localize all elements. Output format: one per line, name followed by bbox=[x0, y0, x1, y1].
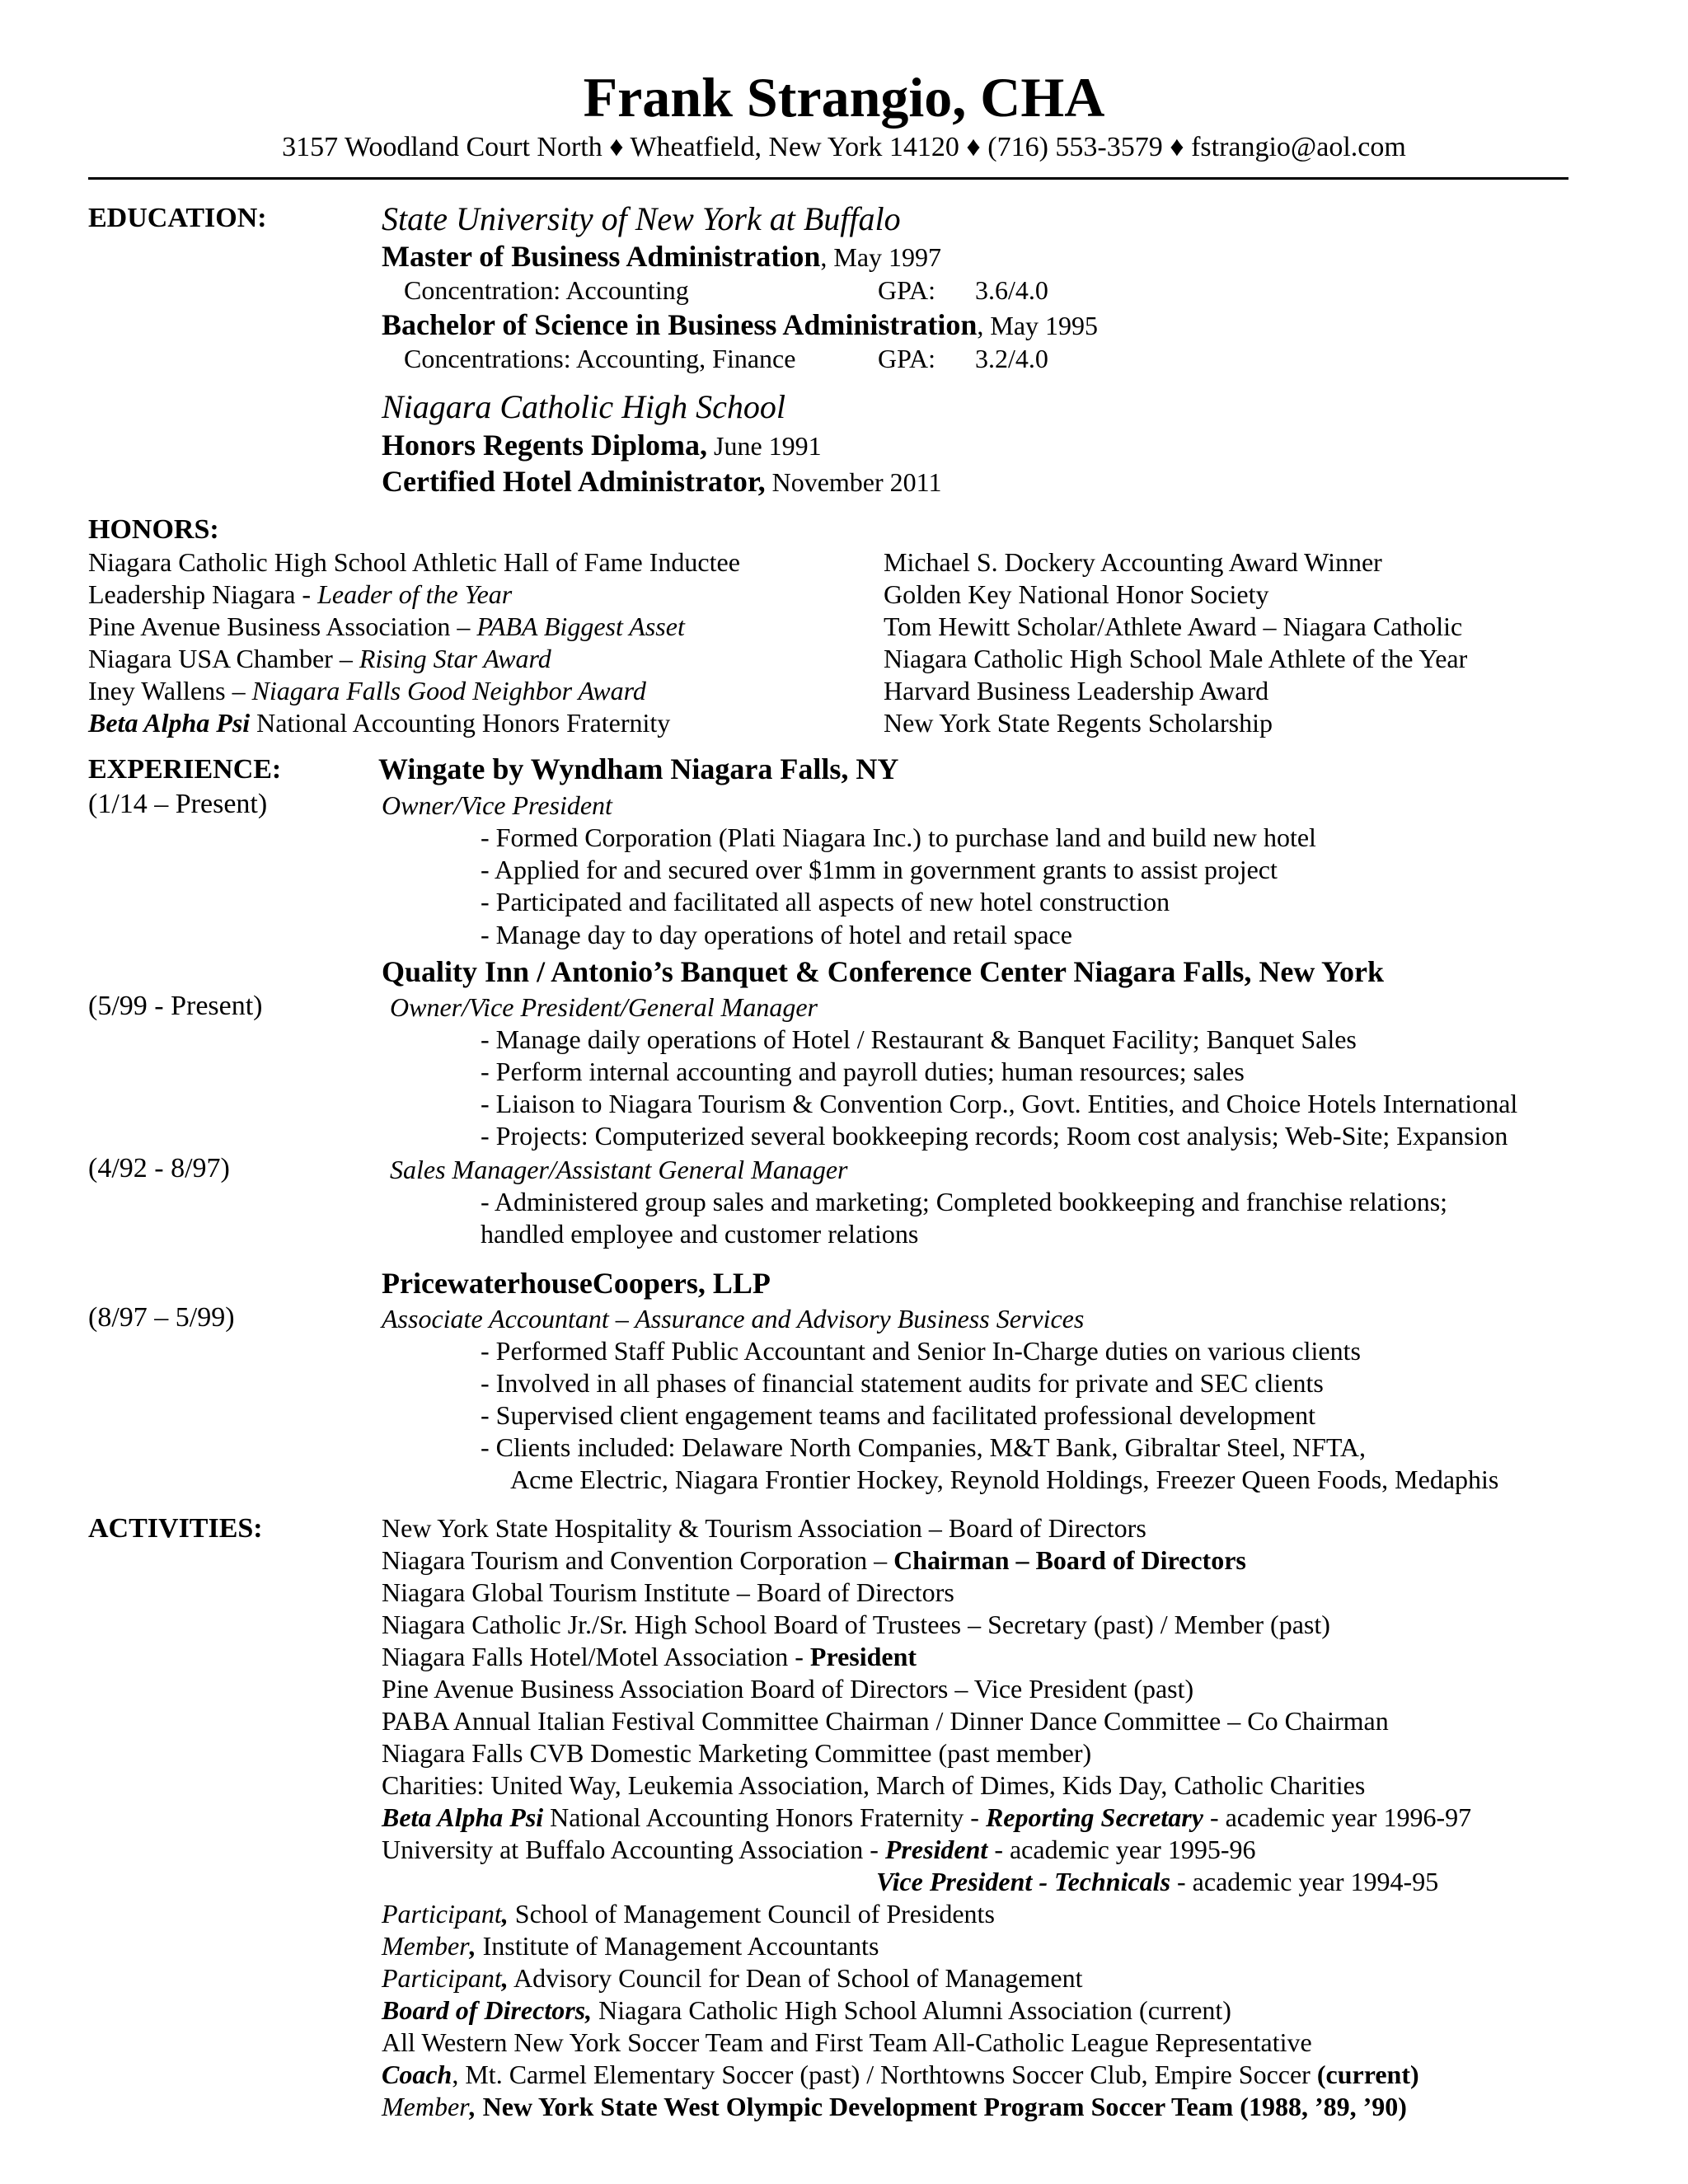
activity-role: Vice President - Technicals bbox=[876, 1867, 1171, 1896]
honor-left-item bbox=[88, 675, 646, 706]
honor-text: National Accounting Honors Fraternity bbox=[250, 708, 671, 738]
honor-org: Beta Alpha Psi bbox=[88, 708, 251, 738]
activities-heading: ACTIVITIES: bbox=[88, 1513, 263, 1544]
honor-right-item: Michael S. Dockery Accounting Award Winner bbox=[884, 547, 1382, 577]
pwc-bullet: - Supervised client engagement teams and facilitated professional development bbox=[481, 1400, 1315, 1430]
activity-item bbox=[382, 1898, 995, 1929]
activity-role: Member bbox=[382, 1931, 470, 1961]
activity-item: Niagara Catholic Jr./Sr. High School Board of Trustees – Secretary (past) / Member (past) bbox=[382, 1610, 1330, 1639]
activity-role: Member bbox=[382, 2092, 470, 2121]
quality-title-1: Owner/Vice President/General Manager bbox=[390, 992, 818, 1022]
mba-gpa: 3.6/4.0 bbox=[975, 275, 1048, 305]
activity-item: Niagara Falls CVB Domestic Marketing Committee (past member) bbox=[382, 1738, 1092, 1768]
bs-gpa: 3.2/4.0 bbox=[975, 344, 1048, 373]
activity-text: University at Buffalo Accounting Association - bbox=[382, 1835, 885, 1864]
contact-line: 3157 Woodland Court North ♦ Wheatfield, New York 14120 ♦ (716) 553-3579 ♦ fstrangio@aol.com bbox=[282, 132, 1406, 162]
activity-punct: , bbox=[469, 1931, 476, 1961]
activity-item: New York State Hospitality & Tourism Association – Board of Directors bbox=[382, 1513, 1146, 1543]
activity-item bbox=[382, 2059, 1419, 2090]
quality-title-2: Sales Manager/Assistant General Manager bbox=[390, 1155, 848, 1184]
bs-date: , May 1995 bbox=[977, 311, 1099, 340]
activity-item bbox=[382, 1834, 1255, 1865]
activity-role: President bbox=[884, 1835, 988, 1864]
activity-text: , Mt. Carmel Elementary Soccer (past) / Northtowns Soccer Club, Empire Soccer bbox=[452, 2060, 1317, 2089]
honor-award: Leader of the Year bbox=[317, 579, 513, 609]
activity-punct: , bbox=[501, 1899, 509, 1929]
wingate-bullet: - Applied for and secured over $1mm in government grants to assist project bbox=[481, 855, 1278, 884]
quality-bullet-continued: handled employee and customer relations bbox=[481, 1219, 919, 1249]
diploma-line bbox=[382, 428, 822, 463]
honor-right-item: New York State Regents Scholarship bbox=[884, 708, 1273, 738]
activity-role: Board of Directors, bbox=[382, 1995, 593, 2025]
activity-role: Reporting Secretary bbox=[985, 1802, 1203, 1832]
pwc-bullet: - Performed Staff Public Accountant and Senior In-Charge duties on various clients bbox=[481, 1336, 1361, 1366]
quality-bullet: - Perform internal accounting and payroll duties; human resources; sales bbox=[481, 1057, 1245, 1086]
activity-org: Beta Alpha Psi bbox=[382, 1802, 544, 1832]
pwc-bullet-continued: Acme Electric, Niagara Frontier Hockey, Reynold Holdings, Freezer Queen Foods, Medaphis bbox=[510, 1465, 1499, 1494]
activity-punct: , bbox=[501, 1963, 509, 1993]
honor-right-item: Niagara Catholic High School Male Athlete of the Year bbox=[884, 644, 1468, 673]
activity-item: All Western New York Soccer Team and First Team All-Catholic League Representative bbox=[382, 2027, 1312, 2057]
bs-line bbox=[382, 307, 1098, 343]
mba-gpa-label: GPA: bbox=[878, 275, 935, 305]
honor-left-item bbox=[88, 611, 685, 642]
activity-item bbox=[382, 2091, 1407, 2122]
ncc-school: Niagara Catholic High School bbox=[382, 388, 785, 425]
wingate-bullet: - Participated and facilitated all aspects of new hotel construction bbox=[481, 887, 1170, 916]
honor-award: PABA Biggest Asset bbox=[476, 612, 685, 641]
experience-heading: EXPERIENCE: bbox=[88, 754, 282, 785]
honors-heading: HONORS: bbox=[88, 514, 219, 545]
activity-text: Advisory Council for Dean of School of Management bbox=[508, 1963, 1083, 1993]
wingate-title: Owner/Vice President bbox=[382, 790, 612, 820]
honor-right-item: Tom Hewitt Scholar/Athlete Award – Niagara Catholic bbox=[884, 612, 1463, 641]
pwc-bullet: - Clients included: Delaware North Companies, M&T Bank, Gibraltar Steel, NFTA, bbox=[481, 1432, 1366, 1462]
activity-item: Niagara Global Tourism Institute – Board of Directors bbox=[382, 1577, 954, 1607]
mba-degree: Master of Business Administration bbox=[382, 240, 821, 273]
mba-line bbox=[382, 239, 941, 274]
honor-right-item: Golden Key National Honor Society bbox=[884, 579, 1269, 609]
activity-text: National Accounting Honors Fraternity - bbox=[543, 1802, 986, 1832]
cha-line bbox=[382, 464, 941, 499]
resume-name: Frank Strangio, CHA bbox=[583, 66, 1105, 129]
bs-degree: Bachelor of Science in Business Administration bbox=[382, 308, 978, 341]
activity-text: - academic year 1995-96 bbox=[987, 1835, 1256, 1864]
activity-item bbox=[876, 1866, 1438, 1897]
activity-status: (current) bbox=[1316, 2060, 1419, 2089]
activity-role: Coach bbox=[382, 2060, 452, 2089]
activity-item bbox=[382, 1802, 1471, 1833]
diploma: Honors Regents Diploma, bbox=[382, 429, 707, 462]
diploma-date: June 1991 bbox=[707, 431, 822, 461]
wingate-bullet: - Manage day to day operations of hotel and retail space bbox=[481, 920, 1072, 949]
honor-left-item bbox=[88, 546, 740, 578]
activity-text: Niagara Tourism and Convention Corporation – bbox=[382, 1545, 894, 1575]
activity-text: - academic year 1994-95 bbox=[1170, 1867, 1439, 1896]
suny-school: State University of New York at Buffalo bbox=[382, 200, 901, 237]
bs-gpa-label: GPA: bbox=[878, 344, 935, 373]
education-heading: EDUCATION: bbox=[88, 203, 267, 233]
activity-text: Niagara Falls Hotel/Motel Association - bbox=[382, 1642, 810, 1671]
activity-item: PABA Annual Italian Festival Committee Chairman / Dinner Dance Committee – Co Chairman bbox=[382, 1706, 1389, 1736]
activity-role: President bbox=[809, 1642, 917, 1671]
quality-bullet: - Administered group sales and marketing; Completed bookkeeping and franchise relations; bbox=[481, 1187, 1448, 1216]
honor-text: Iney Wallens – bbox=[88, 676, 252, 705]
activity-text: New York State West Olympic Development Program Soccer Team (1988, ’89, ’90) bbox=[476, 2092, 1407, 2121]
quality-bullet: - Projects: Computerized several bookkeeping records; Room cost analysis; Web-Site; Expansion bbox=[481, 1121, 1508, 1151]
quality-dates-1: (5/99 - Present) bbox=[88, 991, 263, 1021]
pwc-employer: PricewaterhouseCoopers, LLP bbox=[382, 1267, 771, 1300]
activity-role: Participant bbox=[382, 1963, 502, 1993]
quality-bullet: - Liaison to Niagara Tourism & Convention Corp., Govt. Entities, and Choice Hotels International bbox=[481, 1089, 1518, 1118]
honor-award: Rising Star Award bbox=[359, 644, 551, 673]
honor-award: Niagara Falls Good Neighbor Award bbox=[251, 676, 646, 705]
activity-text: Niagara Catholic High School Alumni Association (current) bbox=[592, 1995, 1231, 2025]
quality-bullet: - Manage daily operations of Hotel / Restaurant & Banquet Facility; Banquet Sales bbox=[481, 1024, 1357, 1054]
honor-right-item: Harvard Business Leadership Award bbox=[884, 676, 1269, 705]
activity-item bbox=[382, 1544, 1246, 1576]
cha-date: November 2011 bbox=[765, 467, 942, 497]
honor-left-item bbox=[88, 707, 670, 738]
activity-text: School of Management Council of Presidents bbox=[508, 1899, 995, 1929]
pwc-dates: (8/97 – 5/99) bbox=[88, 1302, 235, 1333]
activity-item bbox=[382, 1962, 1083, 1994]
activity-item bbox=[382, 1994, 1231, 2026]
mba-date: , May 1997 bbox=[820, 242, 942, 272]
wingate-dates: (1/14 – Present) bbox=[88, 789, 268, 819]
wingate-employer: Wingate by Wyndham Niagara Falls, NY bbox=[378, 752, 899, 785]
wingate-bullet: - Formed Corporation (Plati Niagara Inc.) to purchase land and build new hotel bbox=[481, 823, 1316, 852]
activity-role: Participant bbox=[382, 1899, 502, 1929]
activity-item bbox=[382, 1641, 917, 1672]
activity-text: - academic year 1996-97 bbox=[1203, 1802, 1472, 1832]
pwc-title: Associate Accountant – Assurance and Advisory Business Services bbox=[382, 1304, 1085, 1333]
honor-text: Niagara Catholic High School Athletic Hall of Fame Inductee bbox=[88, 547, 740, 577]
activity-item: Pine Avenue Business Association Board of Directors – Vice President (past) bbox=[382, 1674, 1194, 1704]
quality-employer: Quality Inn / Antonio’s Banquet & Conference Center Niagara Falls, New York bbox=[382, 955, 1385, 988]
mba-concentration: Concentration: Accounting bbox=[404, 275, 689, 305]
honor-left-item bbox=[88, 579, 512, 610]
activity-role: Chairman – Board of Directors bbox=[893, 1545, 1246, 1575]
bs-concentration: Concentrations: Accounting, Finance bbox=[404, 344, 796, 373]
honor-text: Leadership Niagara - bbox=[88, 579, 318, 609]
quality-dates-2: (4/92 - 8/97) bbox=[88, 1153, 230, 1183]
activity-item: Charities: United Way, Leukemia Association, March of Dimes, Kids Day, Catholic Charities bbox=[382, 1770, 1366, 1800]
honor-text: Pine Avenue Business Association – bbox=[88, 612, 477, 641]
activity-text: Institute of Management Accountants bbox=[476, 1931, 879, 1961]
honor-text: Niagara USA Chamber – bbox=[88, 644, 359, 673]
pwc-bullet: - Involved in all phases of financial statement audits for private and SEC clients bbox=[481, 1368, 1324, 1398]
honor-left-item bbox=[88, 643, 551, 674]
activity-punct: , bbox=[469, 2092, 476, 2121]
header-divider bbox=[88, 177, 1568, 180]
cha: Certified Hotel Administrator, bbox=[382, 465, 766, 498]
activity-item bbox=[382, 1930, 879, 1961]
